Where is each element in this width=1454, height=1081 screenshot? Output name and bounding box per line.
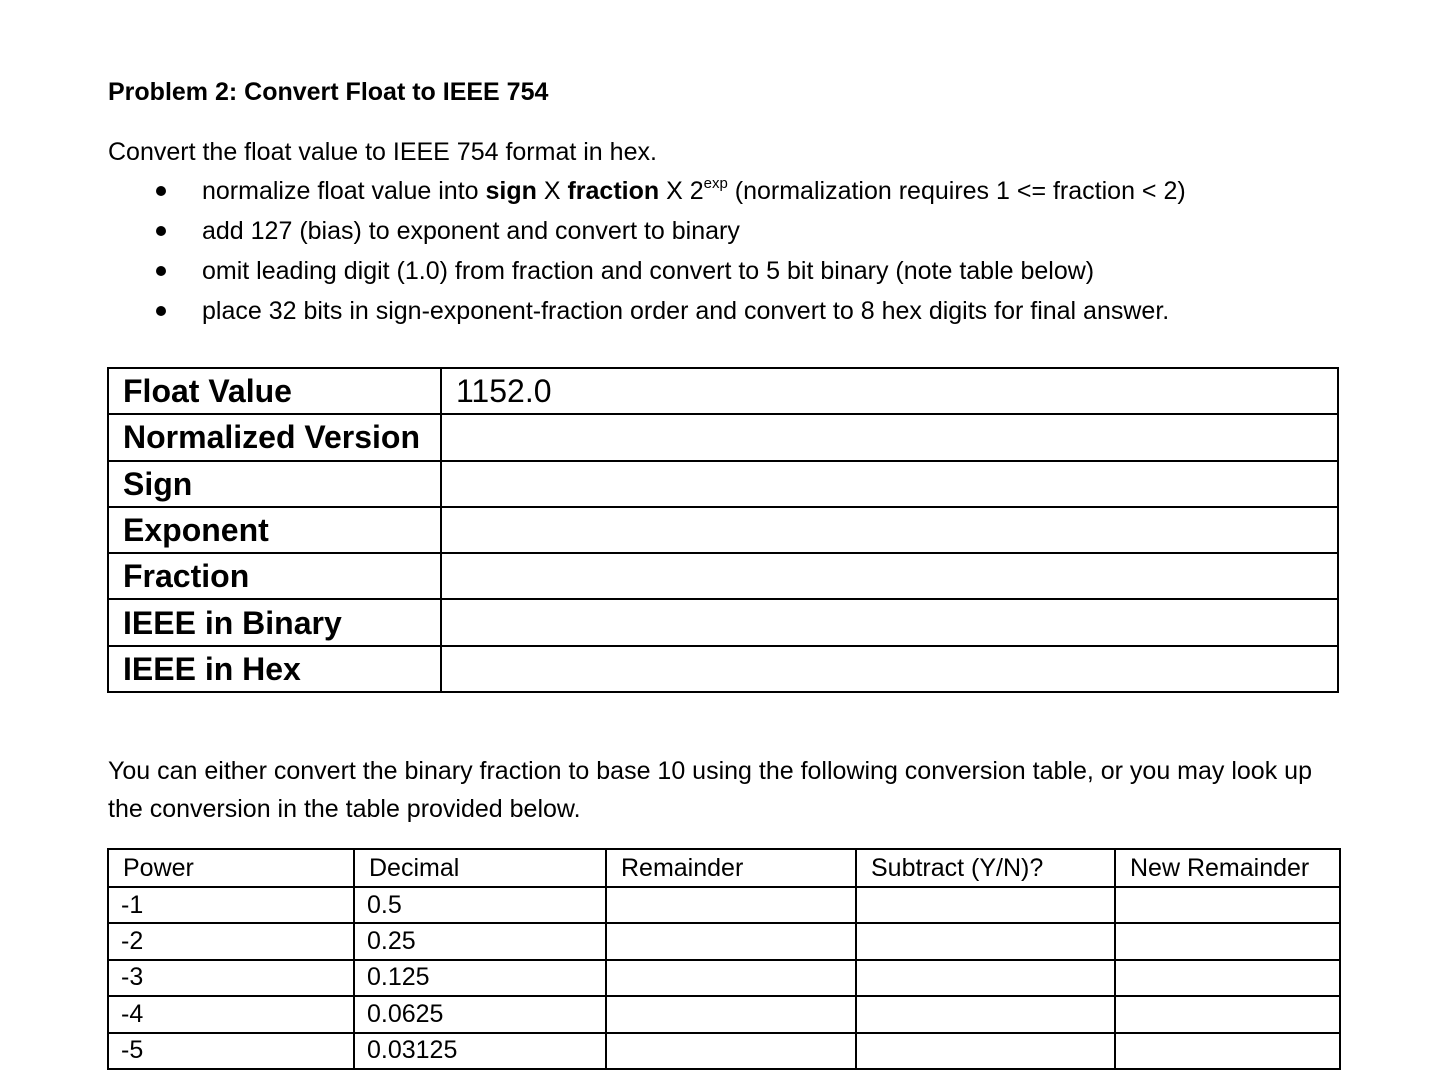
row-label-ieee-binary: IEEE in Binary — [108, 599, 441, 645]
new-remainder-cell[interactable] — [1115, 887, 1340, 923]
table-header-row — [108, 849, 1340, 887]
decimal-cell: 0.0625 — [354, 996, 606, 1032]
subtract-cell[interactable] — [856, 960, 1115, 996]
power-cell: -3 — [108, 960, 354, 996]
exponent-cell[interactable] — [441, 507, 1338, 553]
problem-title: Problem 2: Convert Float to IEEE 754 — [108, 78, 549, 106]
table-row — [108, 414, 1338, 460]
column-header-power: Power — [108, 849, 354, 887]
row-label-sign: Sign — [108, 461, 441, 507]
power-cell: -1 — [108, 887, 354, 923]
sign-cell[interactable] — [441, 461, 1338, 507]
table-row — [108, 646, 1338, 692]
column-header-decimal: Decimal — [354, 849, 606, 887]
new-remainder-cell[interactable] — [1115, 1033, 1340, 1069]
row-label-ieee-hex: IEEE in Hex — [108, 646, 441, 692]
table-row — [108, 599, 1338, 645]
decimal-cell: 0.25 — [354, 923, 606, 959]
column-header-new-remainder: New Remainder — [1115, 849, 1340, 887]
ieee-binary-cell[interactable] — [441, 599, 1338, 645]
row-label-exponent: Exponent — [108, 507, 441, 553]
table-row — [108, 887, 1340, 923]
row-label-fraction: Fraction — [108, 553, 441, 599]
subtract-cell[interactable] — [856, 996, 1115, 1032]
instruction-item: add 127 (bias) to exponent and convert to binary — [0, 212, 1454, 252]
power-cell: -4 — [108, 996, 354, 1032]
decimal-cell: 0.125 — [354, 960, 606, 996]
decimal-cell: 0.03125 — [354, 1033, 606, 1069]
new-remainder-cell[interactable] — [1115, 960, 1340, 996]
instruction-item: normalize float value into sign X fraction X $2^{exp}$ (normalization requires 1 <= fraction < 2) — [0, 172, 1454, 212]
remainder-cell[interactable] — [606, 996, 856, 1032]
remainder-cell[interactable] — [606, 887, 856, 923]
table-row — [108, 1033, 1340, 1069]
instruction-list — [0, 172, 1454, 332]
table-row — [108, 461, 1338, 507]
new-remainder-cell[interactable] — [1115, 923, 1340, 959]
instruction-item: omit leading digit (1.0) from fraction and convert to 5 bit binary (note table below) — [0, 252, 1454, 292]
table-row — [108, 996, 1340, 1032]
conversion-table — [107, 848, 1341, 1070]
column-header-subtract: Subtract (Y/N)? — [856, 849, 1115, 887]
subtract-cell[interactable] — [856, 923, 1115, 959]
decimal-cell: 0.5 — [354, 887, 606, 923]
bullet-icon — [156, 186, 166, 196]
table-row — [108, 553, 1338, 599]
fraction-cell[interactable] — [441, 553, 1338, 599]
table-row — [108, 368, 1338, 414]
float-value-cell: 1152.0 — [441, 368, 1338, 414]
instruction-item: place 32 bits in sign-exponent-fraction order and convert to 8 hex digits for final answer. — [0, 292, 1454, 332]
conversion-note: You can either convert the binary fraction to base 10 using the following conversion table, or you may look up the conversion in the table provided below. — [108, 757, 1312, 823]
subtract-cell[interactable] — [856, 887, 1115, 923]
normalized-version-cell[interactable] — [441, 414, 1338, 460]
table-row — [108, 507, 1338, 553]
subtract-cell[interactable] — [856, 1033, 1115, 1069]
bullet-icon — [156, 226, 166, 236]
remainder-cell[interactable] — [606, 960, 856, 996]
power-cell: -5 — [108, 1033, 354, 1069]
answer-table — [107, 367, 1339, 693]
bullet-icon — [156, 266, 166, 276]
remainder-cell[interactable] — [606, 923, 856, 959]
remainder-cell[interactable] — [606, 1033, 856, 1069]
column-header-remainder: Remainder — [606, 849, 856, 887]
table-row — [108, 923, 1340, 959]
power-cell: -2 — [108, 923, 354, 959]
row-label-normalized-version: Normalized Version — [108, 414, 441, 460]
problem-intro: Convert the float value to IEEE 754 format in hex. — [108, 138, 657, 166]
row-label-float-value: Float Value — [108, 368, 441, 414]
table-row — [108, 960, 1340, 996]
ieee-hex-cell[interactable] — [441, 646, 1338, 692]
bullet-icon — [156, 306, 166, 316]
new-remainder-cell[interactable] — [1115, 996, 1340, 1032]
